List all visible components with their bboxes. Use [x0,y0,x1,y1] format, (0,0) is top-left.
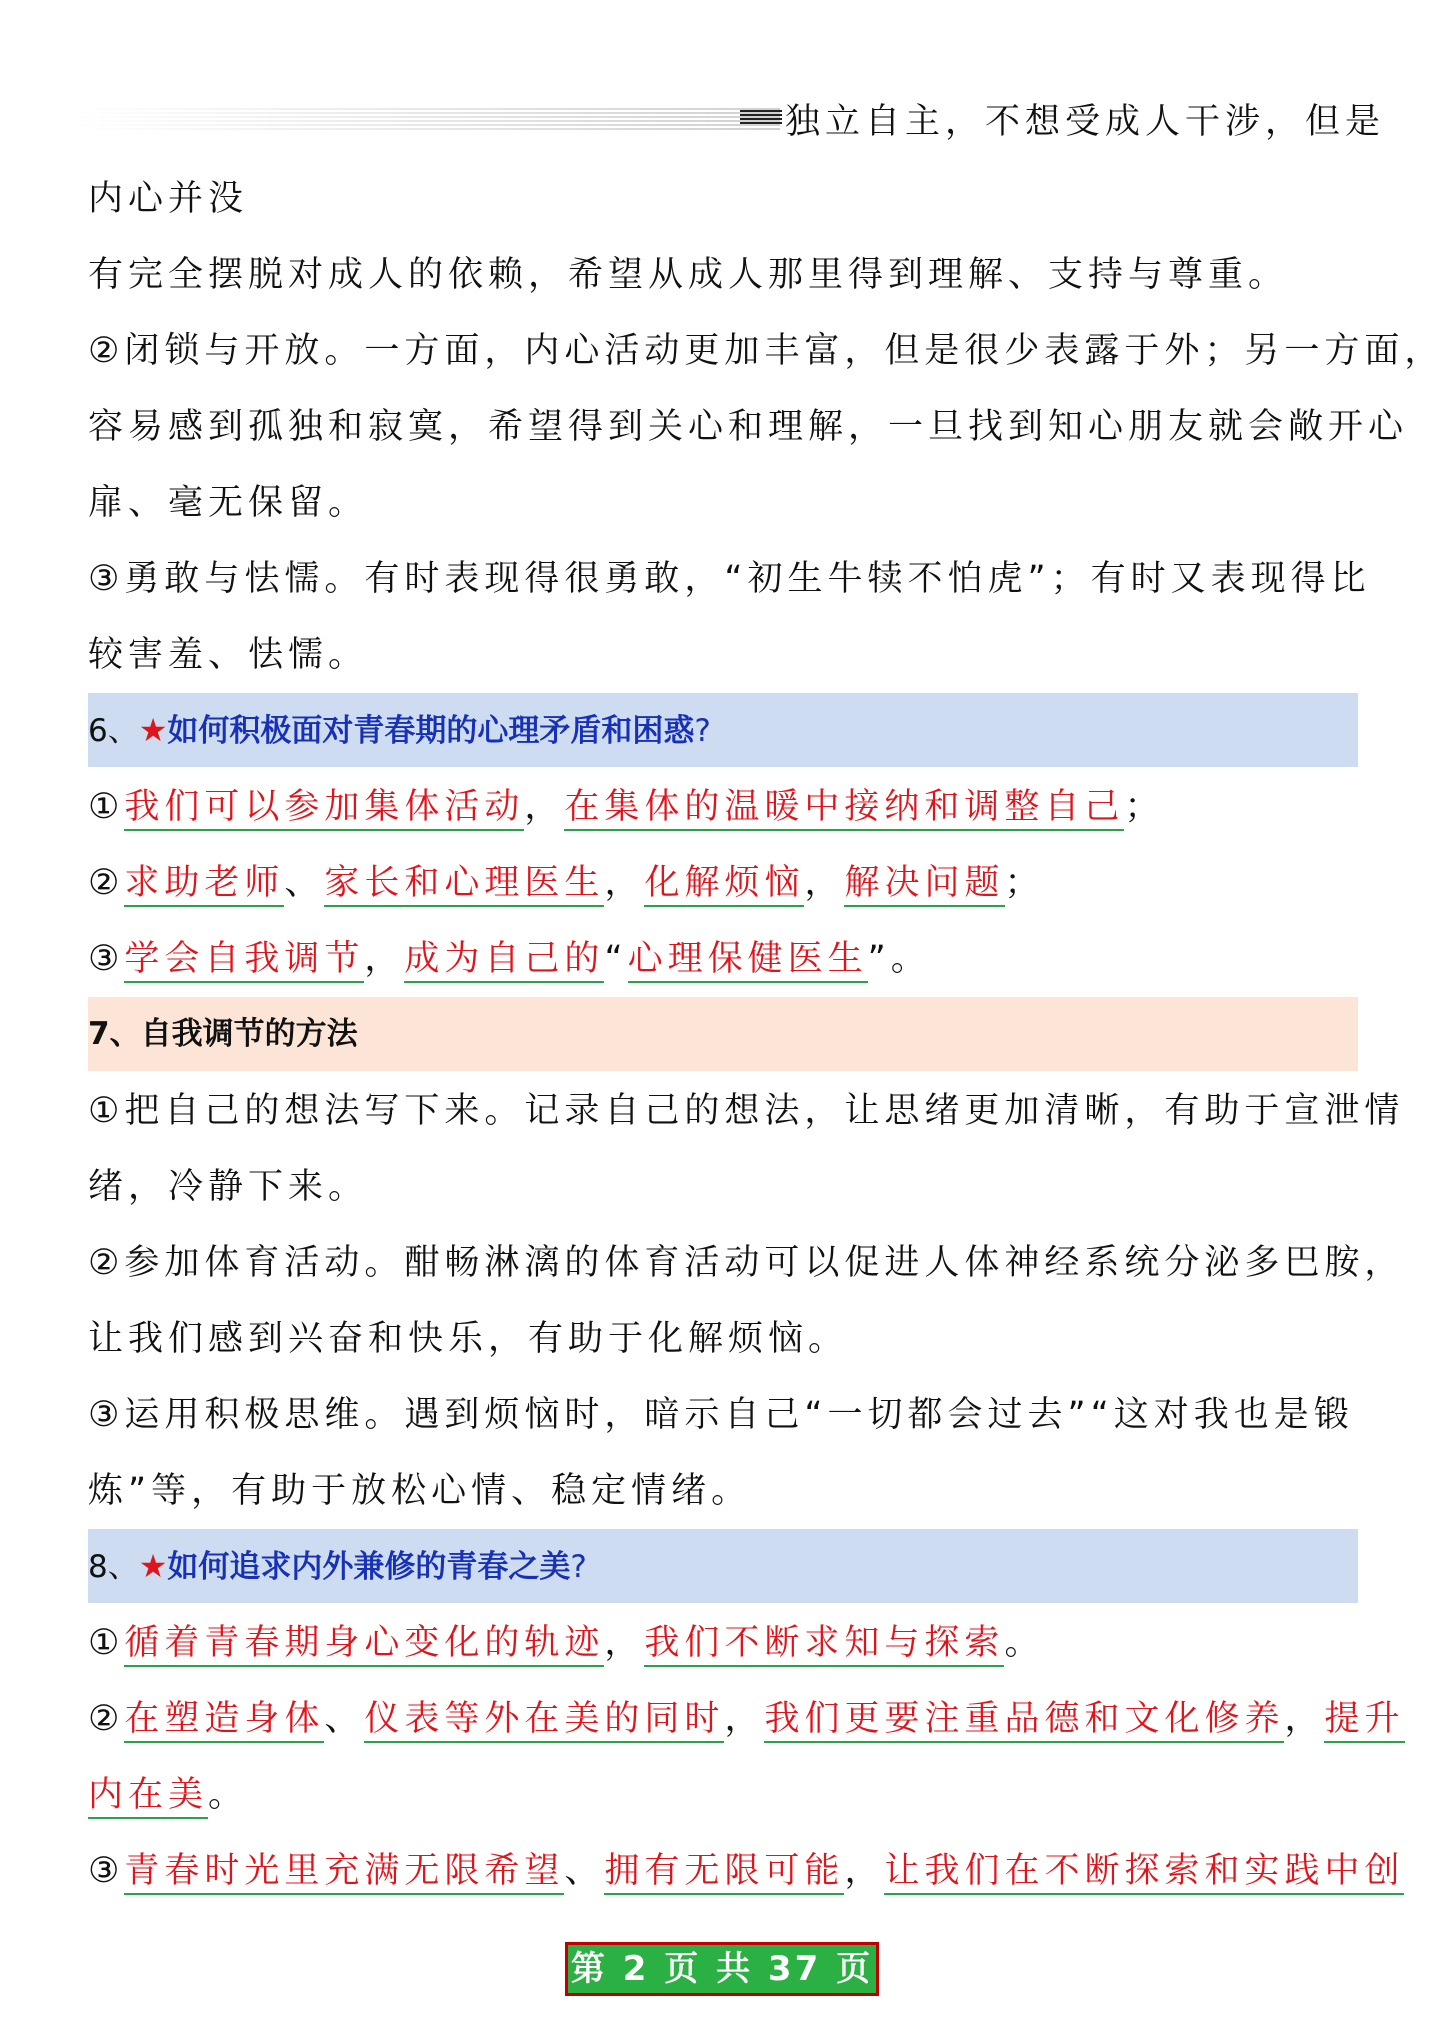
star-icon: ★ [138,711,168,749]
answer-key-phrase: 青春时光里充满无限希望 [124,1851,564,1895]
text-segment: ① [88,787,125,827]
section-heading-8 [88,1529,1358,1603]
answer-key-phrase: 让我们在不断探索和实践中创 [884,1851,1404,1895]
text-segment: 容易感到孤独和寂寞，希望得到关心和理解，一旦找到知心朋友就会敞开心 [88,407,1409,447]
page-number-badge: 第 2 页 共 37 页 [565,1942,879,1996]
answer-line [88,858,1358,908]
answer-line [88,1618,1358,1668]
paragraph-line [88,174,1358,224]
answer-key-phrase: 成为自己的 [404,939,604,983]
paragraph-line [88,402,1409,452]
text-segment: ”。 [867,939,931,979]
text-segment: ③ [88,939,125,979]
text-segment: ； [1004,863,1045,903]
text-segment: 。 [208,1775,249,1815]
paragraph-line [88,554,1371,604]
answer-line [88,934,1358,984]
text-segment: ②参加体育活动。酣畅淋漓的体育活动可以促进人体神经系统分泌多巴胺， [88,1243,1405,1283]
answer-key-phrase: 我们可以参加集体活动 [124,787,524,831]
answer-key-phrase: 我们更要注重品德和文化修养 [764,1699,1284,1743]
paragraph-line [88,478,1358,528]
text-segment: ① [88,1623,125,1663]
text-segment: 、 [284,863,325,903]
answer-key-phrase: 化解烦恼 [644,863,804,907]
text-segment: ； [1124,787,1165,827]
text-segment: ， [524,787,565,827]
answer-key-phrase: 仪表等外在美的同时 [364,1699,724,1743]
paragraph-line [88,1314,1358,1364]
heading-number: 8、 [88,1549,139,1585]
text-segment: ， [604,1623,645,1663]
text-segment: 内心并没 [88,179,249,219]
text-segment: ③运用积极思维。遇到烦恼时，暗示自己“一切都会过去”“这对我也是锻 [88,1395,1354,1435]
section-heading-6 [88,693,1358,767]
heading-question-mark: ? [570,1549,587,1585]
text-segment: ③勇敢与怯懦。有时表现得很勇敢，“初生牛犊不怕虎”；有时又表现得比 [88,559,1371,599]
answer-key-phrase: 内在美 [88,1775,208,1819]
heading-text: 自我调节的方法 [140,1016,358,1052]
heading-number: 7、 [88,1016,141,1052]
paragraph-line [88,1238,1405,1288]
answer-key-phrase: 我们不断求知与探索 [644,1623,1004,1667]
star-icon: ★ [138,1547,168,1585]
text-segment: ， [1284,1699,1325,1739]
answer-key-phrase: 求助老师 [124,863,284,907]
answer-line [88,1846,1405,1896]
text-segment: “ [604,939,628,979]
heading-question-mark: ? [694,713,711,749]
text-segment: 有完全摆脱对成人的依赖，希望从成人那里得到理解、支持与尊重。 [88,255,1289,295]
answer-key-phrase: 拥有无限可能 [604,1851,844,1895]
text-segment: 、 [564,1851,605,1891]
answer-key-phrase: 在塑造身体 [124,1699,324,1743]
paragraph-line [88,326,1444,376]
section-heading-7 [88,997,1358,1071]
answer-line [88,1770,1358,1820]
answer-key-phrase: 心理保健医生 [628,939,868,983]
paragraph-line [88,1390,1358,1440]
answer-key-phrase: 提升 [1324,1699,1404,1743]
answer-key-phrase: 家长和心理医生 [324,863,604,907]
answer-key-phrase: 在集体的温暖中接纳和调整自己 [564,787,1124,831]
answer-key-phrase: 学会自我调节 [124,939,364,983]
paragraph-line [88,1086,1405,1136]
paragraph-line [88,250,1358,300]
answer-line [88,782,1358,832]
answer-key-phrase: 循着青春期身心变化的轨迹 [124,1623,604,1667]
text-segment: ③ [88,1851,125,1891]
answer-key-phrase: 解决问题 [844,863,1004,907]
paragraph-line [785,97,1386,147]
text-segment: 扉、毫无保留。 [88,483,369,523]
paragraph-line [88,1162,1358,1212]
text-segment: 绪，冷静下来。 [88,1167,369,1207]
text-segment: ， [364,939,405,979]
paragraph-line [88,1466,1358,1516]
heading-text: 如何追求内外兼修的青春之美 [167,1549,571,1585]
text-segment: 。 [1004,1623,1045,1663]
heading-number: 6、 [88,713,139,749]
cut-off-line-fade [70,108,780,130]
text-segment: 让我们感到兴奋和快乐，有助于化解烦恼。 [88,1319,849,1359]
cut-off-line-marker [740,110,782,126]
text-segment: ， [804,863,845,903]
text-segment: 较害羞、怯懦。 [88,635,369,675]
text-segment: ②闭锁与开放。一方面，内心活动更加丰富，但是很少表露于外；另一方面， [88,331,1444,371]
text-segment: ①把自己的想法写下来。记录自己的想法，让思绪更加清晰，有助于宣泄情 [88,1091,1405,1131]
text-segment: 、 [324,1699,365,1739]
heading-text: 如何积极面对青春期的心理矛盾和困惑 [167,713,695,749]
text-segment: ， [724,1699,765,1739]
text-segment: ② [88,1699,125,1739]
answer-line [88,1694,1405,1744]
text-segment: ， [844,1851,885,1891]
text-segment: ， [604,863,645,903]
text-segment: ② [88,863,125,903]
text-segment: 独立自主，不想受成人干涉，但是 [785,102,1386,142]
paragraph-line [88,630,1358,680]
text-segment: 炼”等，有助于放松心情、稳定情绪。 [88,1471,752,1511]
